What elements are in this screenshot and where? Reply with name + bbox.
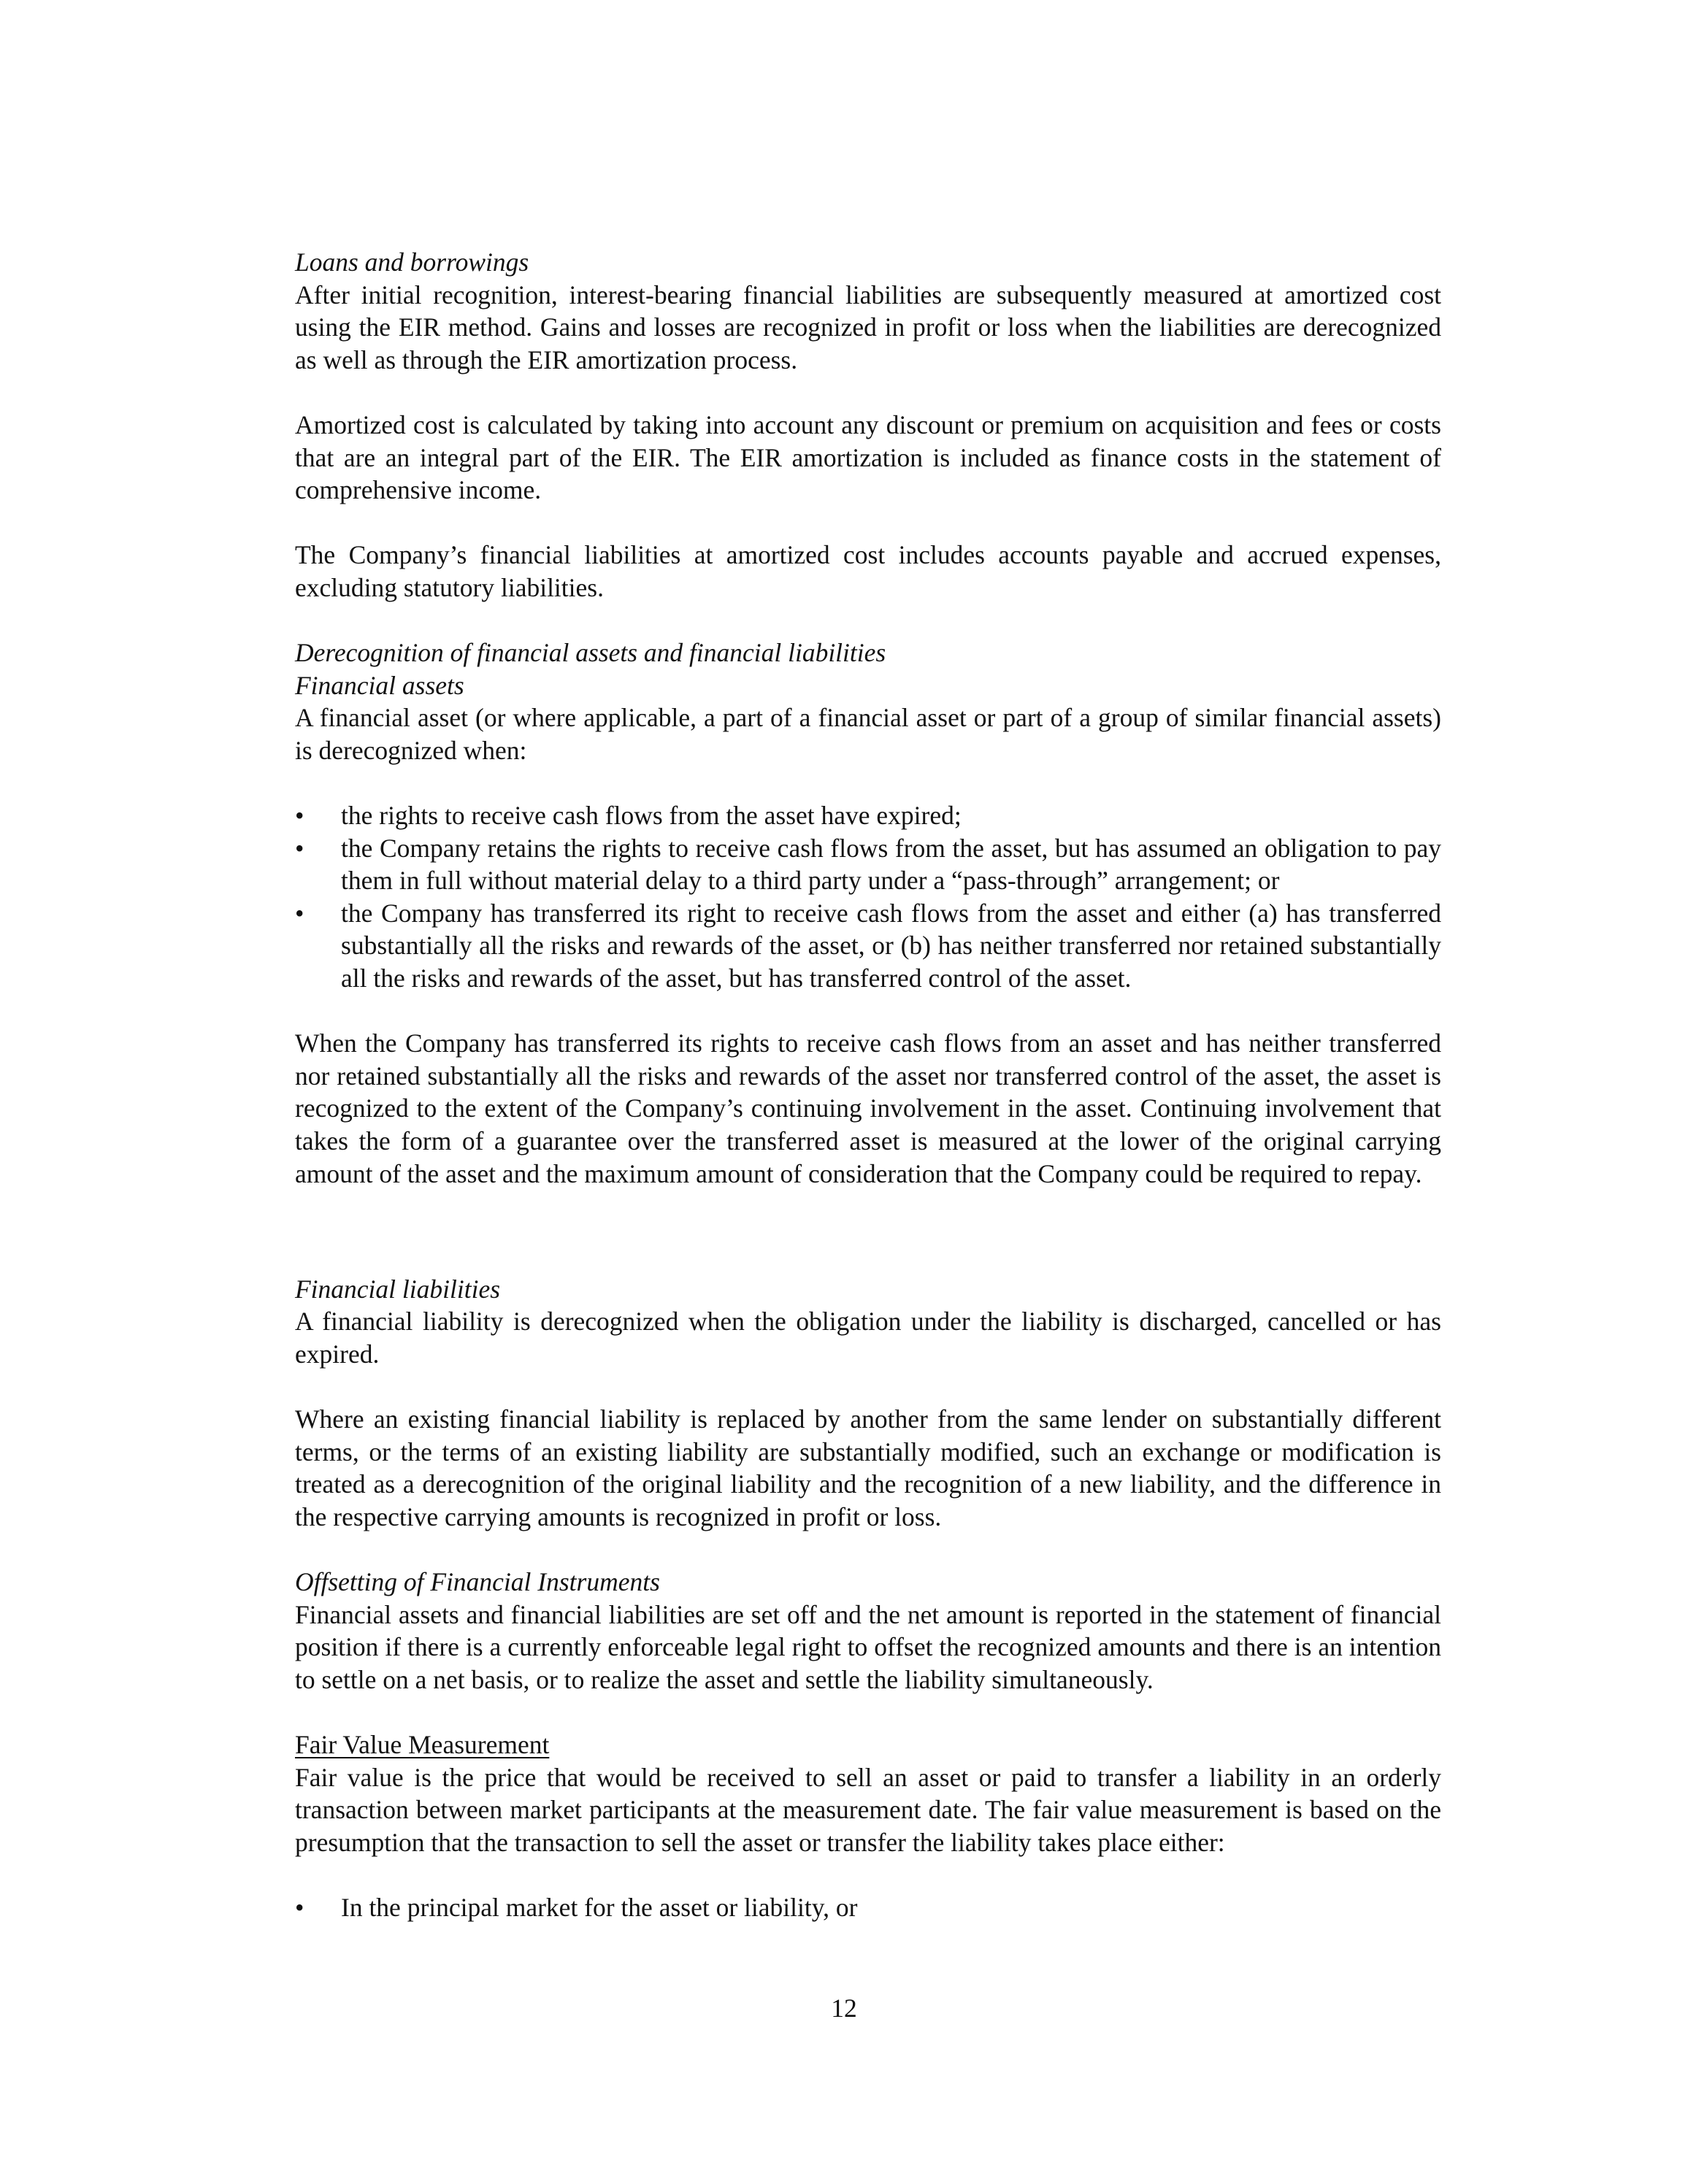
financial-liabilities-paragraph-2: Where an existing financial liability is replaced by another from the same lender on substantially different terms, or the terms of an existing liability are substantially modified, such an exchange or modification is treated as a derecognition of the original liability and the recognition of a new liability, and the difference in the respective carrying amounts is recognized in profit or loss. [295,1404,1441,1531]
spacer [295,1696,1441,1729]
bullet-icon: • [295,833,304,863]
bullet-icon: • [295,898,304,928]
spacer [295,1859,1441,1892]
spacer [295,1534,1441,1566]
list-item [295,832,1441,897]
page-number: 12 [831,1993,857,2023]
financial-assets-heading: Financial assets [295,670,464,700]
spacer [295,1371,1441,1404]
bullet-icon: • [295,1893,304,1923]
list-item-text: the Company has transferred its right to receive cash flows from the asset and either (a) has transferred substantially all the risks and rewards of the asset, or (b) has neither transferred nor retained substantially all the risks and rewards of the asset, but has transferred control of the asset. [341,898,1441,993]
financial-liabilities-paragraph-1: A financial liability is derecognized when the obligation under the liability is discharged, cancelled or has expired. [295,1307,1441,1369]
fair-value-heading: Fair Value Measurement [295,1730,550,1760]
bullet-icon: • [295,801,304,831]
financial-liabilities-heading: Financial liabilities [295,1274,501,1304]
spacer [295,1240,1441,1273]
document-page [295,246,1441,1924]
fair-value-paragraph: Fair value is the price that would be received to sell an asset or paid to transfer a liability in an orderly transaction between market participants at the measurement date. The fair value measurement is based on the presumption that the transaction to sell the asset or transfer the liability takes place either: [295,1762,1441,1857]
loans-paragraph-3: The Company’s financial liabilities at amortized cost includes accounts payable and accrued expenses, excluding statutory liabilities. [295,540,1441,602]
offsetting-heading: Offsetting of Financial Instruments [295,1567,660,1597]
loans-paragraph-1: After initial recognition, interest-bearing financial liabilities are subsequently measured at amortized cost using the EIR method. Gains and losses are recognized in profit or loss when the liabilities are derecognized as well as through the EIR amortization process. [295,280,1441,374]
financial-assets-paragraph-2: When the Company has transferred its rights to receive cash flows from an asset and has neither transferred nor retained substantially all the risks and rewards of the asset nor transferred control of the asset, the asset is recognized to the extent of the Company’s continuing involvement in the asset. Continuing involvement that takes the form of a guarantee over the transferred asset is measured at the lower of the original carrying amount of the asset and the maximum amount of consideration that the Company could be required to repay. [295,1028,1441,1188]
list-item-text: the rights to receive cash flows from the asset have expired; [341,801,962,831]
loans-heading: Loans and borrowings [295,247,529,277]
list-item-text: the Company retains the rights to receive cash flows from the asset, but has assumed an obligation to pay them in full without material delay to a third party under a “pass-through” arrangement; or [341,833,1441,896]
spacer [295,1190,1441,1240]
loans-paragraph-2: Amortized cost is calculated by taking into account any discount or premium on acquisition and fees or costs that are an integral part of the EIR. The EIR amortization is included as finance costs in the statement of comprehensive income. [295,410,1441,505]
spacer [295,995,1441,1028]
spacer [295,507,1441,539]
financial-assets-intro: A financial asset (or where applicable, a part of a financial asset or part of a group of similar financial assets) is derecognized when: [295,703,1441,765]
list-item-text: In the principal market for the asset or liability, or [341,1893,858,1923]
spacer [295,767,1441,800]
spacer [295,604,1441,637]
list-item [295,897,1441,995]
spacer [295,376,1441,409]
offsetting-paragraph: Financial assets and financial liabilities are set off and the net amount is reported in the statement of financial position if there is a currently enforceable legal right to offset the recognized amounts and there is an intention to settle on a net basis, or to realize the asset and settle the liability simultaneously. [295,1599,1441,1694]
list-item [295,799,1441,832]
fair-value-market-list [295,1891,1441,1924]
derecognition-conditions-list [295,799,1441,995]
derecognition-heading: Derecognition of financial assets and financial liabilities [295,638,886,668]
list-item [295,1891,1441,1924]
